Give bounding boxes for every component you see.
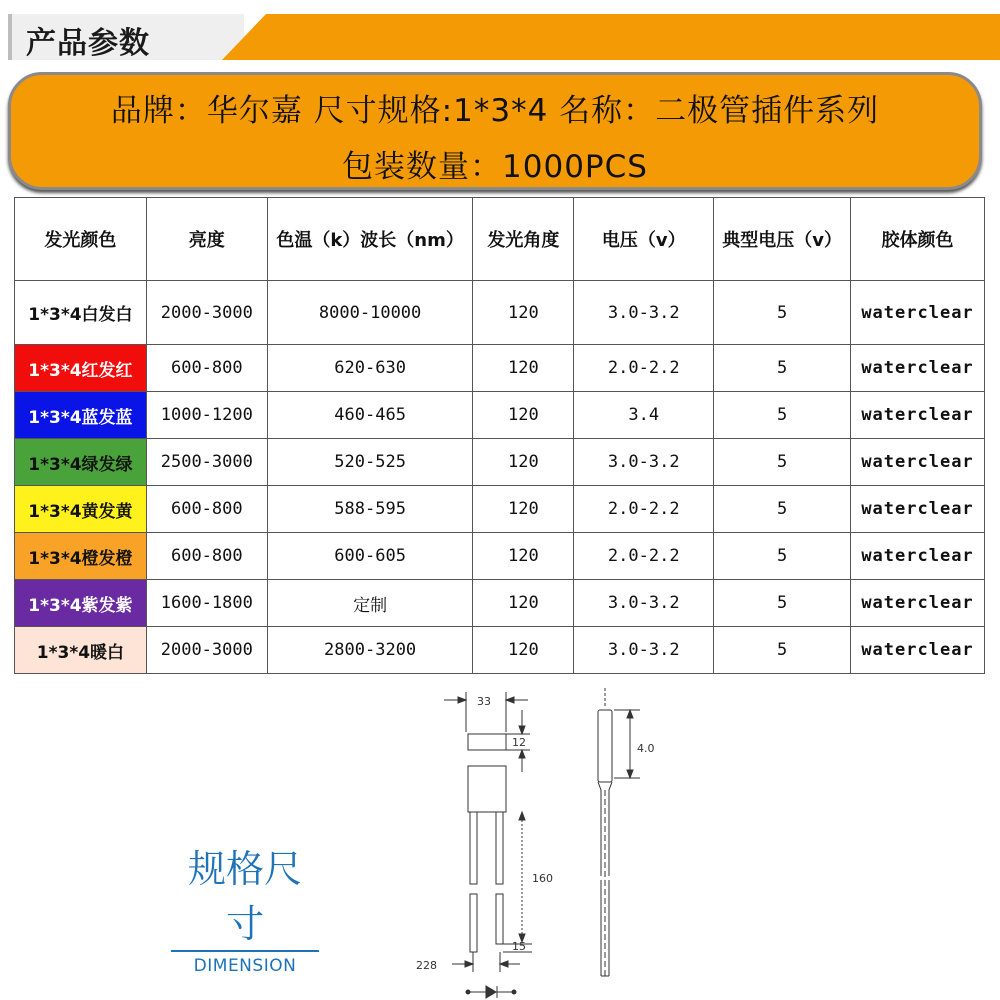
section-title: 产品参数 (26, 26, 150, 61)
width-label: 33 (477, 695, 491, 708)
color-name-cell: 1*3*4绿发绿 (15, 439, 147, 486)
brand-info-line: 品牌：华尔嘉 尺寸规格:1*3*4 名称：二极管插件系列 (110, 93, 880, 129)
packaging-line: 包装数量：1000PCS (342, 149, 648, 185)
table-cell: 2.0-2.2 (574, 345, 714, 392)
table-cell: waterclear (851, 580, 985, 627)
table-header-row (15, 198, 985, 281)
table-cell: 120 (473, 627, 574, 674)
table-cell: 520-525 (267, 439, 473, 486)
color-name-cell: 1*3*4红发红 (15, 345, 147, 392)
dimension-title-en: DIMENSION (193, 956, 297, 976)
table-cell: 5 (714, 533, 851, 580)
dimension-underline (171, 950, 319, 952)
table-cell: 120 (473, 486, 574, 533)
table-row (15, 439, 985, 486)
table-cell: waterclear (851, 486, 985, 533)
table-cell: 600-605 (267, 533, 473, 580)
column-header: 胶体颜色 (851, 198, 985, 281)
table-cell: 620-630 (267, 345, 473, 392)
thickness-dimension (506, 710, 530, 772)
table-cell: 600-800 (146, 533, 267, 580)
thickness-label: 12 (512, 736, 526, 749)
table-cell: 3.0-3.2 (574, 627, 714, 674)
header-orange-band (222, 14, 1000, 60)
table-row (15, 345, 985, 392)
table-cell: 2500-3000 (146, 439, 267, 486)
side-view-body (598, 710, 612, 782)
table-cell: 5 (714, 439, 851, 486)
table-cell: 3.4 (574, 392, 714, 439)
table-cell: 2000-3000 (146, 281, 267, 345)
color-name-cell: 1*3*4黄发黄 (15, 486, 147, 533)
brand-panel (8, 72, 982, 190)
lead-left-upper (470, 812, 477, 884)
table-cell: 5 (714, 345, 851, 392)
lead-spacing-dimension (416, 952, 520, 972)
dimension-title-cn: 规格尺寸 (187, 847, 302, 946)
table-cell: 120 (473, 533, 574, 580)
table-cell: 120 (473, 580, 574, 627)
table-cell: 460-465 (267, 392, 473, 439)
color-name-cell: 1*3*4白发白 (15, 281, 147, 345)
table-cell: waterclear (851, 281, 985, 345)
body-height-label: 4.0 (637, 742, 655, 755)
color-name-cell: 1*3*4橙发橙 (15, 533, 147, 580)
table-row (15, 533, 985, 580)
table-cell: 2.0-2.2 (574, 533, 714, 580)
table-cell: 1600-1800 (146, 580, 267, 627)
color-name-cell: 1*3*4紫发紫 (15, 580, 147, 627)
spec-table (14, 197, 985, 674)
table-cell: 120 (473, 345, 574, 392)
lead-length-dimension (519, 812, 553, 942)
side-view (598, 688, 612, 976)
lead-length-label: 160 (532, 872, 553, 885)
table-cell: 2800-3200 (267, 627, 473, 674)
top-view-body (468, 734, 506, 750)
table-cell: 5 (714, 627, 851, 674)
lead-end-label: 15 (512, 940, 526, 953)
column-header: 亮度 (146, 198, 267, 281)
table-cell: waterclear (851, 533, 985, 580)
table-cell: waterclear (851, 439, 985, 486)
table-cell: 120 (473, 392, 574, 439)
width-dimension (444, 692, 528, 732)
table-row (15, 580, 985, 627)
lead-left-lower (470, 894, 477, 952)
table-cell: waterclear (851, 392, 985, 439)
table-row (15, 486, 985, 533)
table-cell: 2.0-2.2 (574, 486, 714, 533)
dimension-drawing (400, 680, 680, 1000)
table-cell: 120 (473, 439, 574, 486)
column-header: 发光角度 (473, 198, 574, 281)
lead-right-upper (496, 812, 503, 884)
table-cell: 3.0-3.2 (574, 580, 714, 627)
table-cell: 600-800 (146, 486, 267, 533)
table-row (15, 392, 985, 439)
table-cell: 5 (714, 486, 851, 533)
table-cell: 5 (714, 281, 851, 345)
lead-right-lower (496, 894, 503, 944)
column-header: 发光颜色 (15, 198, 147, 281)
table-row (15, 281, 985, 345)
table-row (15, 627, 985, 674)
diode-symbol-icon (466, 986, 516, 998)
table-cell: 588-595 (267, 486, 473, 533)
front-view-body (468, 766, 506, 812)
table-cell: 600-800 (146, 345, 267, 392)
lead-spacing-label: 228 (416, 959, 437, 972)
table-cell: 2000-3000 (146, 627, 267, 674)
section-header (0, 0, 1000, 68)
table-cell: 5 (714, 580, 851, 627)
table-cell: waterclear (851, 627, 985, 674)
table-cell: 3.0-3.2 (574, 281, 714, 345)
table-cell: 定制 (267, 580, 473, 627)
table-cell: 3.0-3.2 (574, 439, 714, 486)
dimension-label (170, 838, 320, 976)
column-header: 色温（k）波长（nm） (267, 198, 473, 281)
table-cell: 120 (473, 281, 574, 345)
body-height-dimension (614, 710, 655, 778)
color-name-cell: 1*3*4蓝发蓝 (15, 392, 147, 439)
table-cell: 5 (714, 392, 851, 439)
column-header: 电压（v） (574, 198, 714, 281)
column-header: 典型电压（v） (714, 198, 851, 281)
table-cell: 1000-1200 (146, 392, 267, 439)
color-name-cell: 1*3*4暖白 (15, 627, 147, 674)
table-cell: waterclear (851, 345, 985, 392)
table-cell: 8000-10000 (267, 281, 473, 345)
lead-end-dimension (503, 940, 532, 953)
